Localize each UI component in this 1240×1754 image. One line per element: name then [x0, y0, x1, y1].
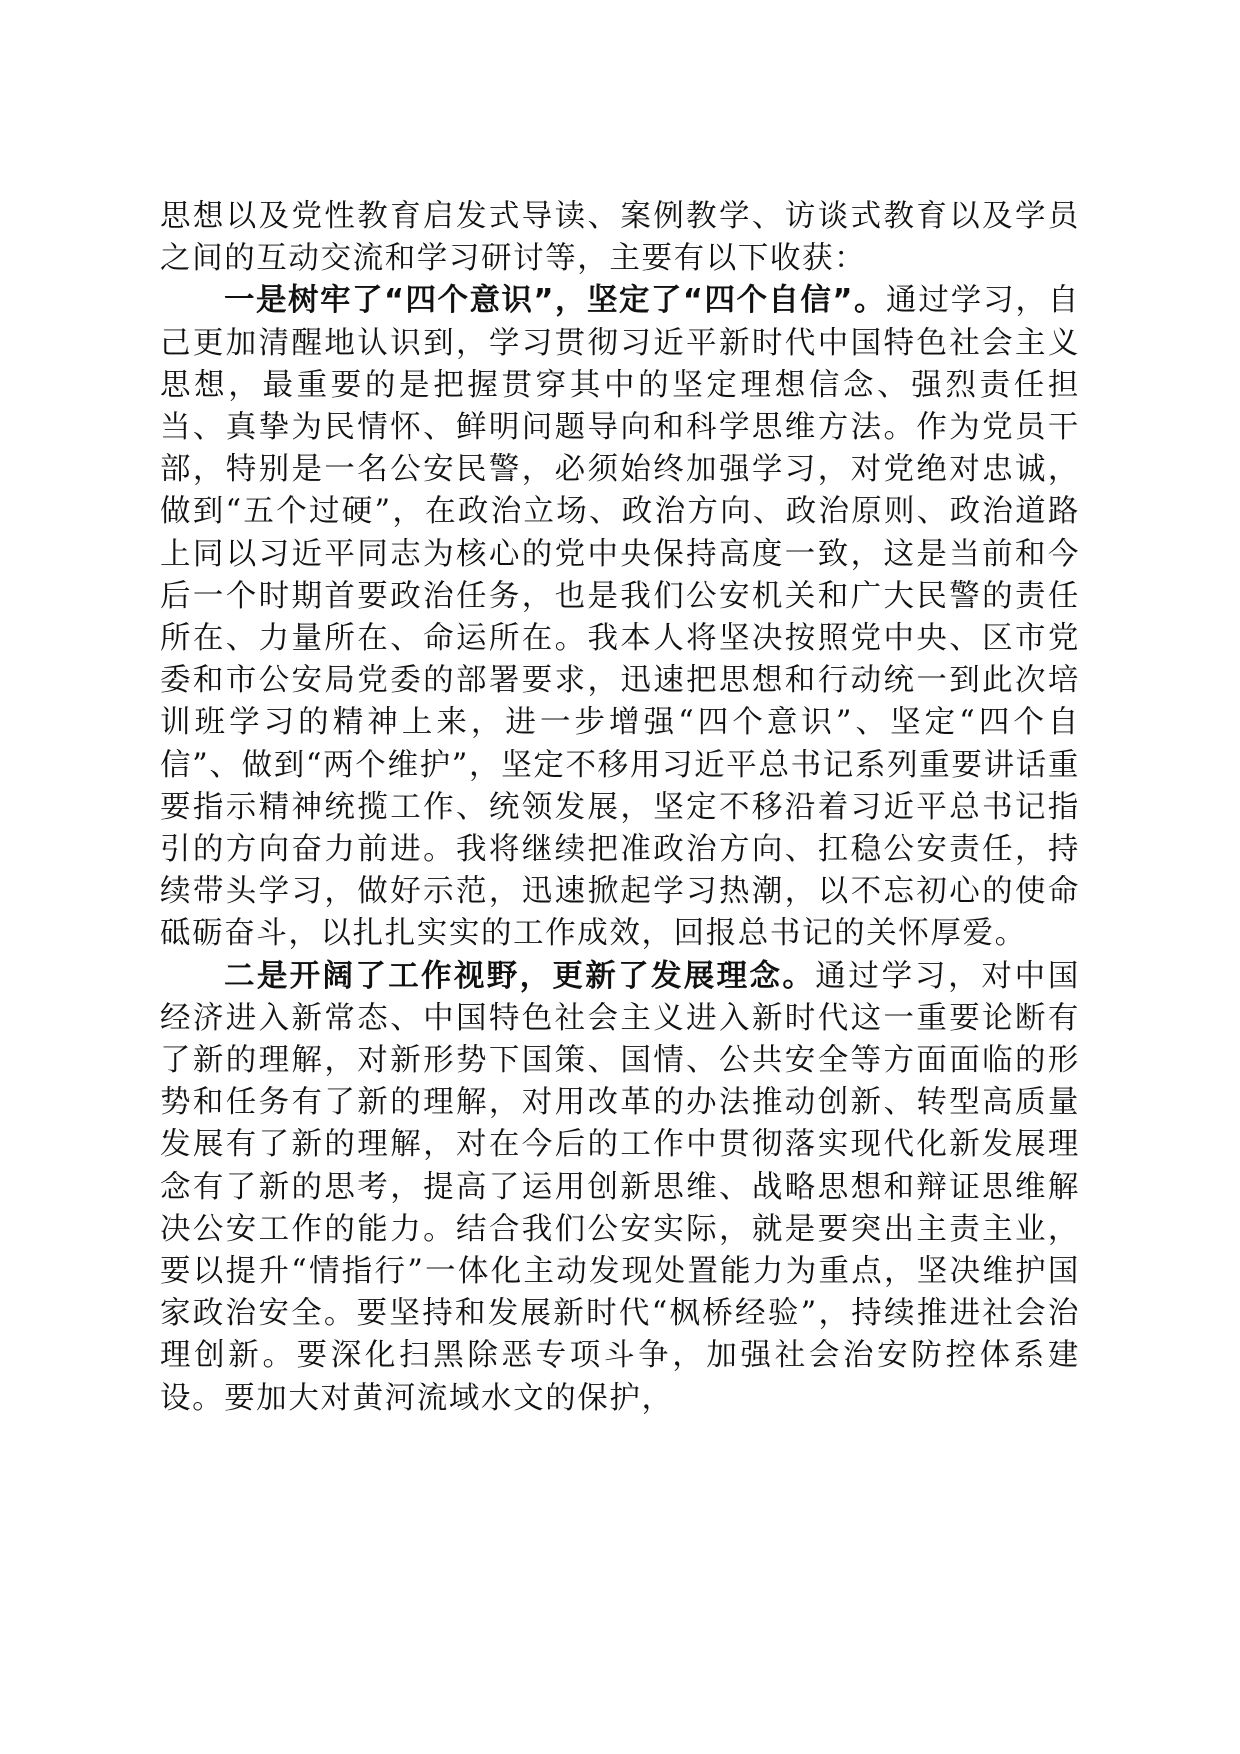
paragraph-intro-continuation [160, 196, 1080, 280]
paragraph-lead-heading: 一是树牢了“四个意识”，坚定了“四个自信”。 [224, 283, 886, 319]
paragraph-text: 思想以及党性教育启发式导读、案例教学、访谈式教育以及学员之间的互动交流和学习研讨等，主要有以下收获： [160, 199, 1080, 277]
paragraph-point-two [160, 956, 1080, 1420]
paragraph-lead-heading: 二是开阔了工作视野，更新了发展理念。 [224, 958, 816, 994]
paragraph-point-one [160, 280, 1080, 955]
body-text [160, 196, 1080, 1420]
paragraph-text: 通过学习，自己更加清醒地认识到，学习贯彻习近平新时代中国特色社会主义思想，最重要的是把握贯穿其中的坚定理想信念、强烈责任担当、真挚为民情怀、鲜明问题导向和科学思维方法。作为党员干部，特别是一名公安民警，必须始终加强学习，对党绝对忠诚，做到“五个过硬”，在政治立场、政治方向、政治原则、政治道路上同以习近平同志为核心的党中央保持高度一致，这是当前和今后一个时期首要政治任务，也是我们公安机关和广大民警的责任所在、力量所在、命运所在。我本人将坚决按照党中央、区市党委和市公安局党委的部署要求，迅速把思想和行动统一到此次培训班学习的精神上来，进一步增强“四个意识”、坚定“四个自信”、做到“两个维护”，坚定不移用习近平总书记系列重要讲话重要指示精神统揽工作、统领发展，坚定不移沿着习近平总书记指引的方向奋力前进。我将继续把准政治方向、扛稳公安责任，持续带头学习，做好示范，迅速掀起学习热潮，以不忘初心的使命砥砺奋斗，以扎扎实实的工作成效，回报总书记的关怀厚爱。 [160, 283, 1080, 952]
paragraph-text: 通过学习，对中国经济进入新常态、中国特色社会主义进入新时代这一重要论断有了新的理解，对新形势下国策、国情、公共安全等方面面临的形势和任务有了新的理解，对用改革的办法推动创新、转型高质量发展有了新的理解，对在今后的工作中贯彻落实现代化新发展理念有了新的思考，提高了运用创新思维、战略思想和辩证思维解决公安工作的能力。结合我们公安实际，就是要突出主责主业，要以提升“情指行”一体化主动发现处置能力为重点，坚决维护国家政治安全。要坚持和发展新时代“枫桥经验”，持续推进社会治理创新。要深化扫黑除恶专项斗争，加强社会治安防控体系建设。要加大对黄河流域水文的保护， [160, 958, 1080, 1416]
